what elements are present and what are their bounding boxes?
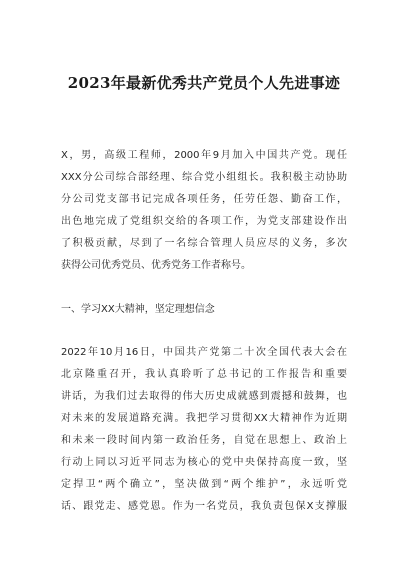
paragraph-2-line-5: 和未来一段时间内第一政治任务，自觉在思想上、政治上	[61, 435, 347, 446]
paragraph-1-line-1: X，男，高级工程师，2000年9月加入中国共产党。现任	[61, 150, 347, 161]
paragraph-2-line-8: 话、跟党走、感党恩。作为一名党员，我负责包保X支撑服	[61, 501, 347, 512]
paragraph-2-line-3: 讲话，为我们过去取得的伟大历史成就感到震撼和鼓舞，也	[61, 391, 347, 402]
paragraph-2-line-7: 定捍卫“两个确立”，坚决做到“两个维护”，永远听党	[61, 479, 347, 490]
paragraph-1-line-6: 获得公司优秀党员、优秀党务工作者称号。	[61, 260, 251, 271]
section-1-heading: 一、学习XX大精神，坚定理想信念	[61, 304, 215, 315]
paragraph-1-line-5: 了积极贡献，尽到了一名综合管理人员应尽的义务，多次	[61, 238, 347, 249]
paragraph-2-line-1: 2022年10月16日，中国共产党第二十次全国代表大会在	[61, 347, 347, 358]
paragraph-2-line-4: 对未来的发展道路充满。我把学习贯彻XX大精神作为近期	[61, 413, 347, 424]
paragraph-1-line-3: 分公司党支部书记完成各项任务，任劳任怨、勤奋工作，	[61, 194, 347, 205]
paragraph-2-line-6: 行动上同以习近平同志为核心的党中央保持高度一致，坚	[61, 457, 347, 468]
paragraph-2-line-2: 北京隆重召开，我认真聆听了总书记的工作报告和重要	[61, 369, 347, 380]
paragraph-1-line-4: 出色地完成了党组织交给的各项工作，为党支部建设作出	[61, 216, 347, 227]
paragraph-1-line-2: XXX分公司综合部经理、综合党小组组长。我积极主动协助	[61, 172, 347, 183]
document-title: 2023年最新优秀共产党员个人先进事迹	[67, 74, 341, 92]
